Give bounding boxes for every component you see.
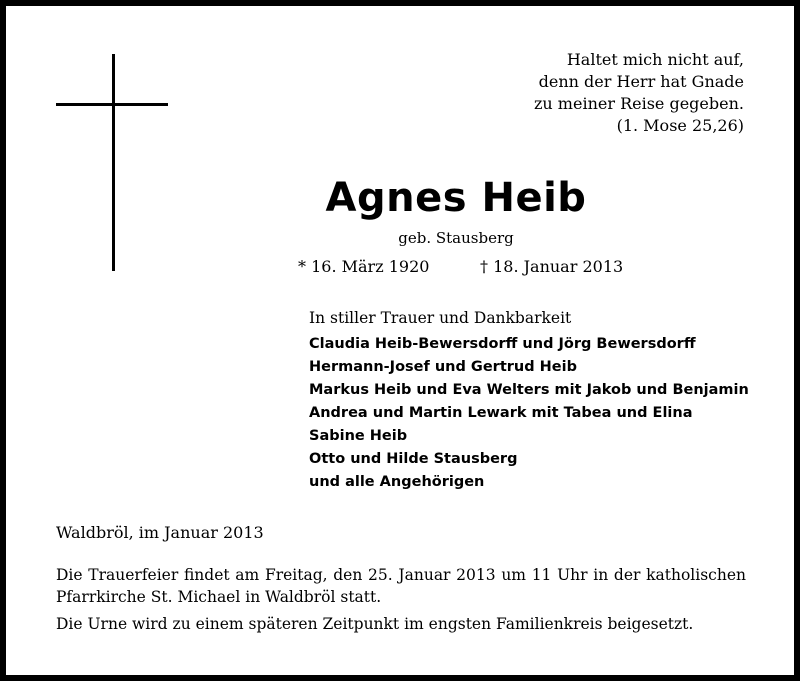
urn-info: Die Urne wird zu einem späteren Zeitpunkt im engsten Familienkreis beigesetzt. [56,615,694,633]
birth-date: * 16. März 1920 [298,257,430,276]
mourner-name: Markus Heib und Eva Welters mit Jakob und Benjamin [309,382,749,398]
maiden-name: geb. Stausberg [398,229,514,247]
mourners-block [309,307,749,494]
mourner-name: Claudia Heib-Bewersdorff und Jörg Bewersdorff [309,336,696,352]
cross-horizontal-bar [56,103,168,106]
cross-vertical-bar [112,54,115,271]
bible-verse [384,49,744,137]
bible-verse-line: denn der Herr hat Gnade [538,72,744,91]
mourner-name: Otto und Hilde Stausberg [309,451,518,467]
place-date: Waldbröl, im Januar 2013 [56,523,264,542]
mourner-name: Hermann-Josef und Gertrud Heib [309,359,577,375]
mourner-name: Andrea und Martin Lewark mit Tabea und Elina [309,405,693,421]
mourner-name: und alle Angehörigen [309,474,485,490]
death-date: † 18. Januar 2013 [480,257,624,276]
bible-verse-line: zu meiner Reise gegeben. [533,94,744,113]
ceremony-info: Die Trauerfeier findet am Freitag, den 25. Januar 2013 um 11 Uhr in der katholischen Pfarrkirche St. Michael in Waldbröl statt. [56,566,746,606]
deceased-name: Agnes Heib [325,175,587,221]
mourners-intro: In stiller Trauer und Dankbarkeit [309,309,572,327]
bible-verse-line: Haltet mich nicht auf, [566,50,744,69]
mourner-name: Sabine Heib [309,428,408,444]
bible-verse-reference: (1. Mose 25,26) [616,116,744,135]
